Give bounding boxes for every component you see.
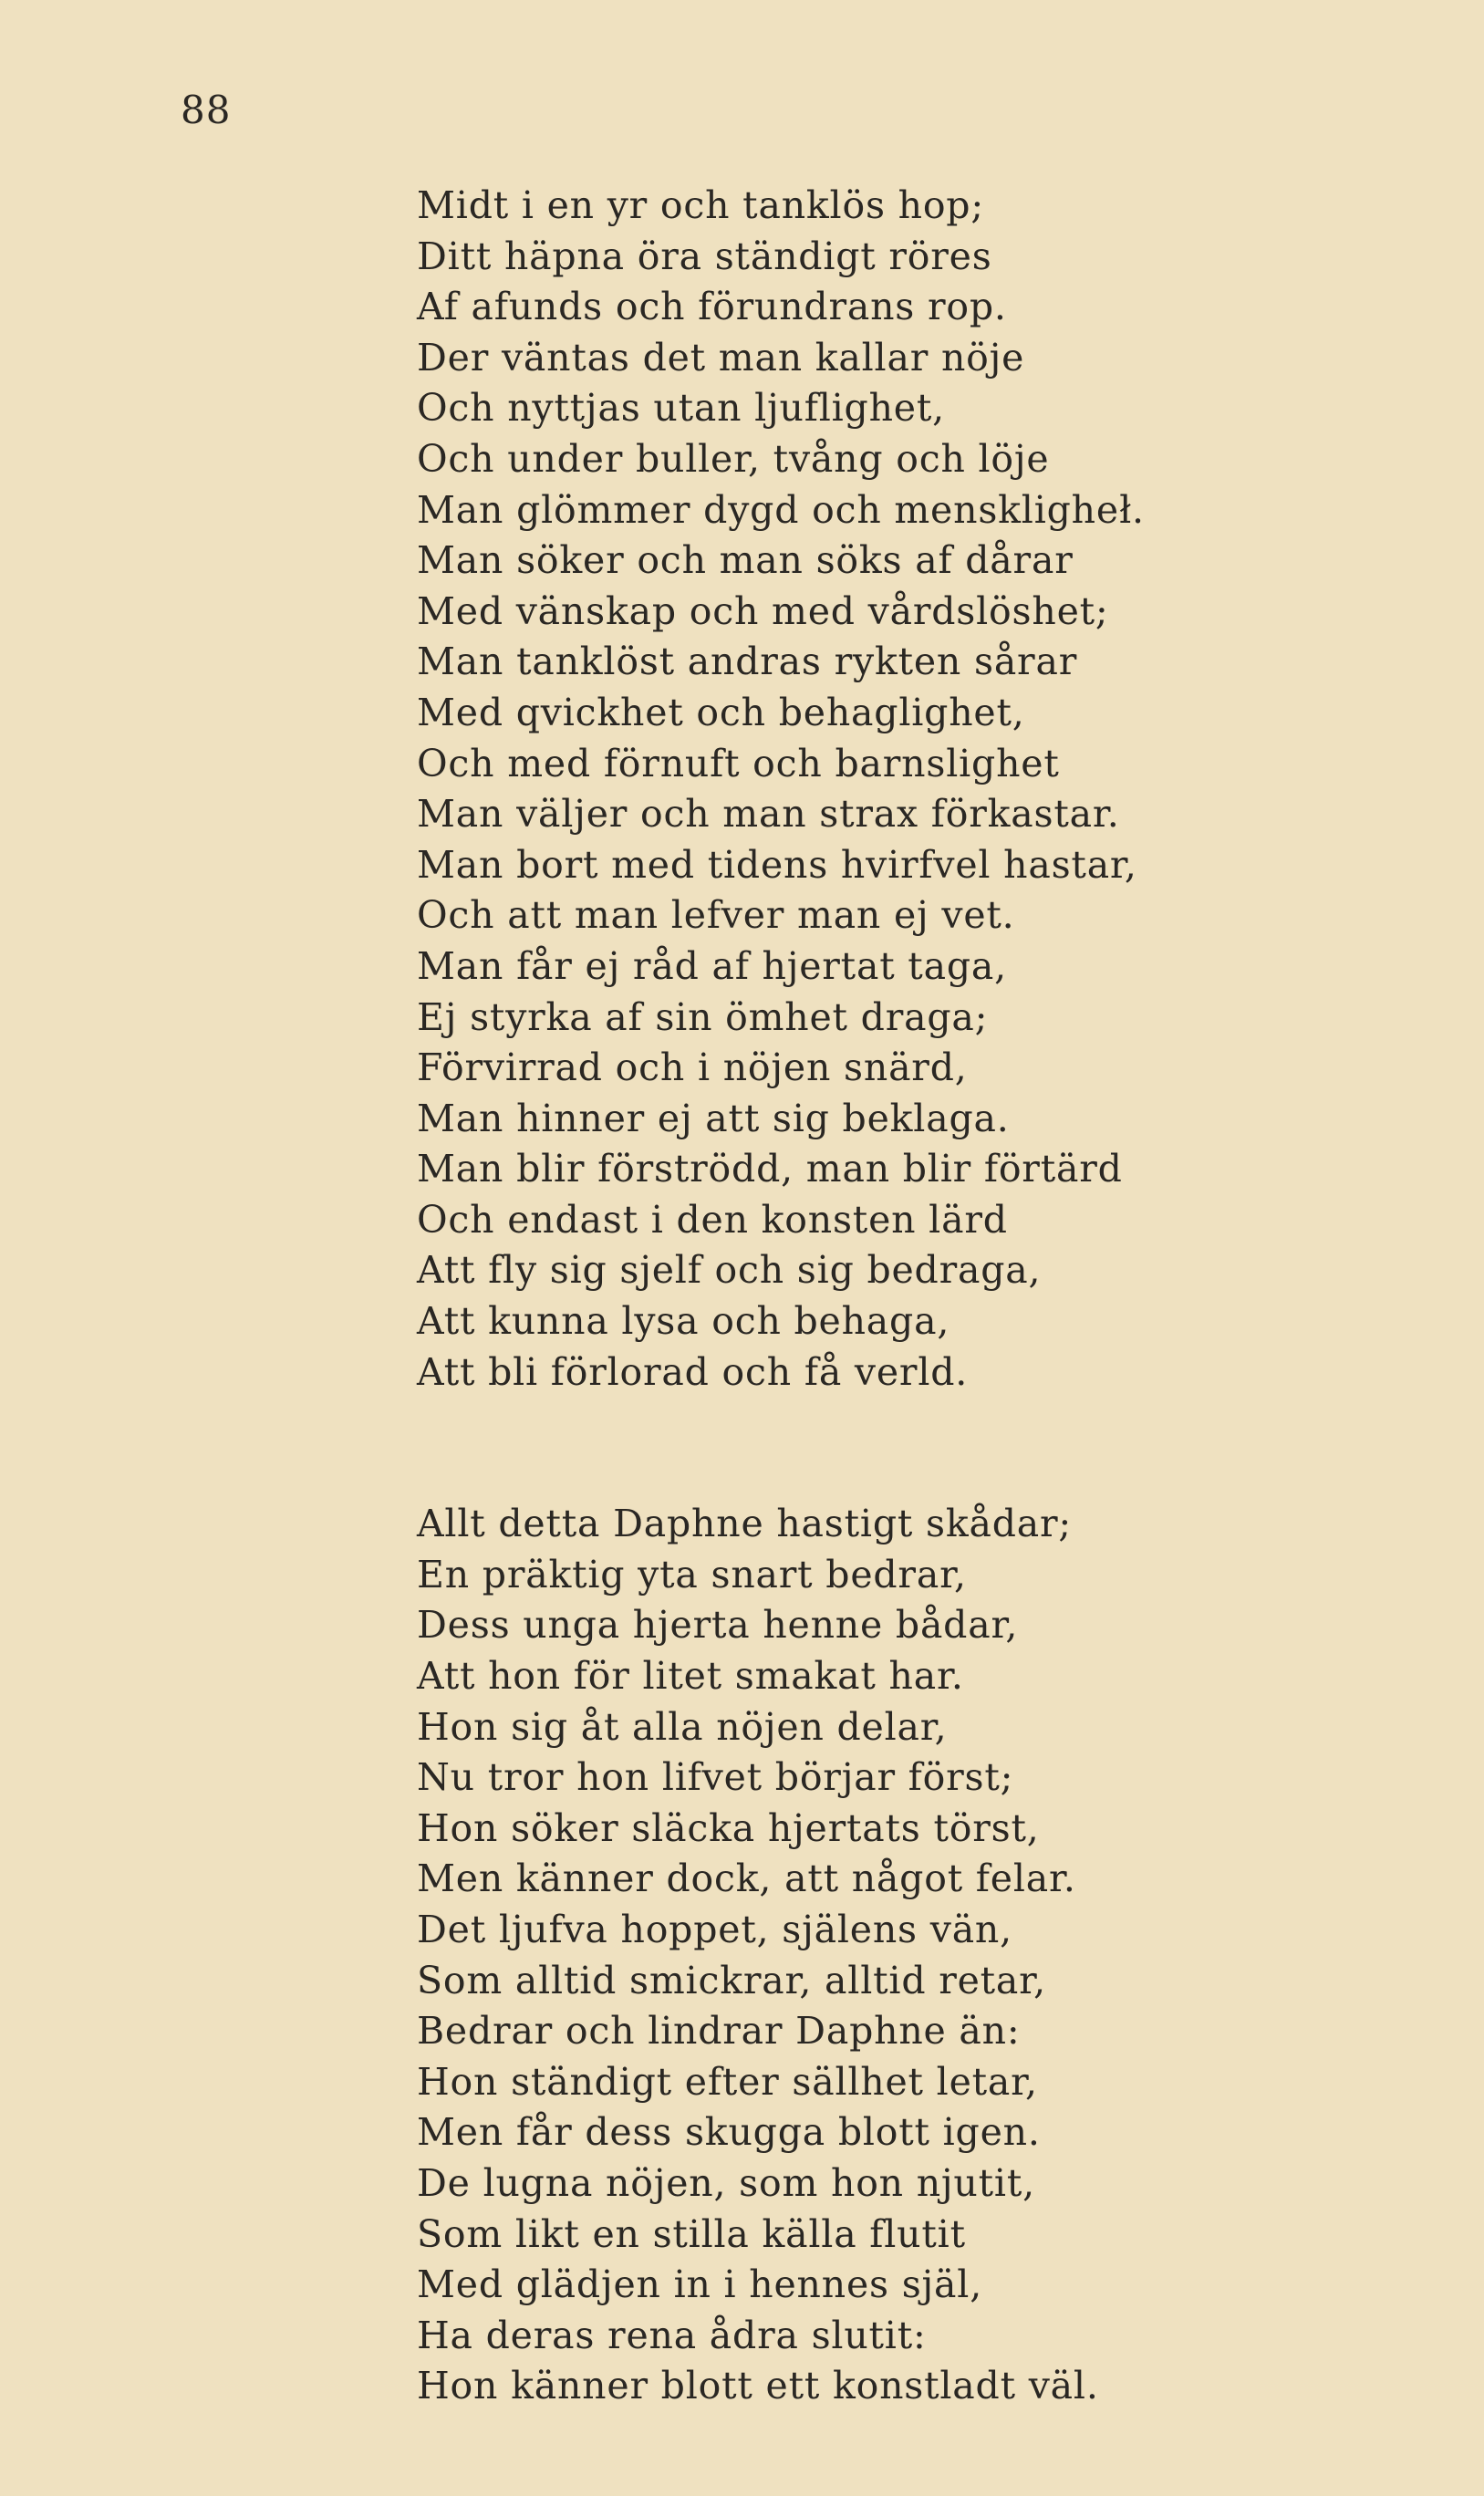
poem-line: Med vänskap och med vårdslöshet;: [417, 588, 1109, 633]
poem-line: Ej styrka af sin ömhet draga;: [417, 994, 989, 1039]
poem-line: Hon söker släcka hjertats törst,: [417, 1805, 1040, 1850]
poem-line: Som likt en stilla källa flutit: [417, 2211, 966, 2256]
poem-line: Ha deras rena ådra slutit:: [417, 2313, 927, 2357]
stanza-2: [417, 1499, 1329, 2412]
poem-line: Midt i en yr och tanklös hop;: [417, 183, 984, 227]
poem-line: Som alltid smickrar, alltid retar,: [417, 1958, 1046, 2002]
poem-line: Man får ej råd af hjertat taga,: [417, 943, 1007, 988]
poem-line: Allt detta Daphne hastigt skådar;: [417, 1502, 1073, 1546]
poem-line: Med glädjen in i hennes själ,: [417, 2262, 983, 2307]
poem-line: Att fly sig sjelf och sig bedraga,: [417, 1248, 1042, 1293]
poem-line: Och att man lefver man ej vet.: [417, 893, 1015, 938]
poem-line: Hon känner blott ett konstladt väl.: [417, 2364, 1099, 2408]
poem-line: Der väntas det man kallar nöje: [417, 335, 1025, 380]
poem-line: Man bort med tidens hvirfvel hastar,: [417, 842, 1137, 887]
poem-line: Att kunna lysa och behaga,: [417, 1299, 950, 1344]
poem-line: Man väljer och man strax förkastar.: [417, 792, 1120, 837]
poem-line: Nu tror hon lifvet börjar först;: [417, 1755, 1014, 1800]
poem-line: Hon ständigt efter sällhet letar,: [417, 2059, 1038, 2104]
poem-line: Och med förnuft och barnslighet: [417, 741, 1060, 785]
poem-line: De lugna nöjen, som hon njutit,: [417, 2160, 1035, 2205]
poem-line: Man söker och man söks af dårar: [417, 538, 1074, 583]
poem-line: Man glömmer dygd och menskligheł.: [417, 487, 1145, 532]
poem: [417, 181, 1329, 2412]
poem-line: En präktig yta snart bedrar,: [417, 1552, 967, 1596]
poem-line: Och endast i den konsten lärd: [417, 1197, 1008, 1242]
poem-line: Man hinner ej att sig beklaga.: [417, 1096, 1010, 1140]
poem-line: Men känner dock, att något felar.: [417, 1856, 1076, 1901]
stanza-1: [417, 181, 1329, 1398]
poem-line: Och under buller, tvång och löje: [417, 436, 1050, 481]
poem-line: Förvirrad och i nöjen snärd,: [417, 1045, 968, 1090]
poem-line: Man blir förströdd, man blir förtärd: [417, 1147, 1123, 1191]
poem-line: Ditt häpna öra ständigt röres: [417, 234, 992, 278]
page-number: 88: [181, 88, 232, 132]
poem-line: Af afunds och förundrans rop.: [417, 285, 1007, 329]
poem-line: Det ljufva hoppet, själens vän,: [417, 1908, 1012, 1951]
poem-line: Dess unga hjerta henne bådar,: [417, 1603, 1019, 1648]
poem-line: Hon sig åt alla nöjen delar,: [417, 1704, 948, 1749]
poem-line: Bedrar och lindrar Daphne än:: [417, 2009, 1021, 2054]
poem-line: Med qvickhet och behaglighet,: [417, 690, 1025, 734]
poem-line: Men får dess skugga blott igen.: [417, 2110, 1041, 2155]
poem-line: Att hon för litet smakat har.: [417, 1654, 964, 1699]
poem-line: Och nyttjas utan ljuflighet,: [417, 386, 945, 431]
poem-line: Man tanklöst andras rykten sårar: [417, 640, 1078, 684]
poem-line: Att bli förlorad och få verld.: [417, 1349, 969, 1394]
